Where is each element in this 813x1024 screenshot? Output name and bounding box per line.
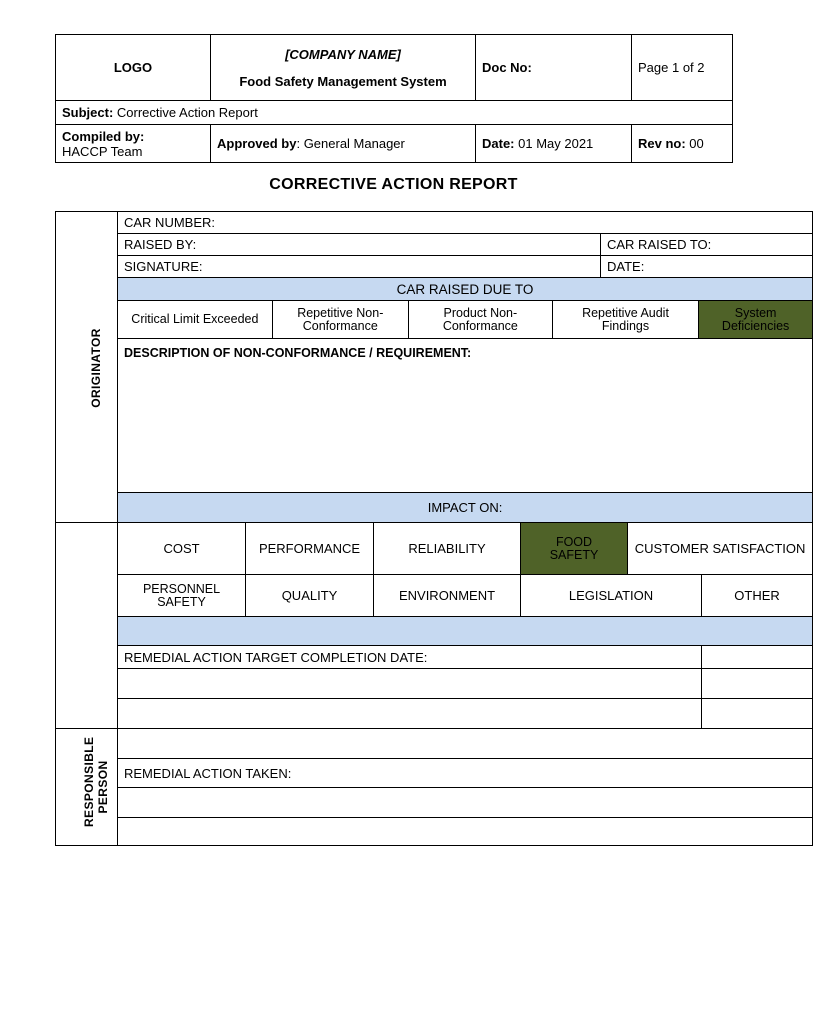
company-cell xyxy=(211,35,476,101)
rev-label: Rev no: xyxy=(638,136,686,151)
impact-highlight-bar xyxy=(118,617,813,646)
impact-environment[interactable]: ENVIRONMENT xyxy=(374,575,521,617)
responsible-section-label xyxy=(56,729,118,846)
remedial-action-line-1[interactable] xyxy=(118,669,702,699)
company-name: [COMPANY NAME] xyxy=(285,46,401,62)
description-field[interactable]: DESCRIPTION OF NON-CONFORMANCE / REQUIREMENT: xyxy=(118,339,813,493)
raised-due-to-header: CAR RAISED DUE TO xyxy=(118,278,813,301)
doc-no-label: Doc No: xyxy=(476,35,632,101)
reason-repetitive-audit[interactable]: Repetitive Audit Findings xyxy=(552,301,698,338)
reasons-row xyxy=(118,301,813,339)
approved-cell xyxy=(211,125,476,163)
responsible-line-2[interactable] xyxy=(118,788,813,818)
impact-food-safety[interactable]: FOOD SAFETY xyxy=(521,523,628,575)
compiled-label: Compiled by: xyxy=(62,128,145,144)
remedial-action-taken-field[interactable]: REMEDIAL ACTION TAKEN: xyxy=(118,759,813,788)
car-raised-to-field[interactable]: CAR RAISED TO: xyxy=(601,234,813,256)
subject-cell xyxy=(56,101,733,125)
target-date-value-3[interactable] xyxy=(702,699,813,729)
impact-section-label xyxy=(56,523,118,729)
compiled-value: HACCP Team xyxy=(62,143,143,159)
date-label: Date: xyxy=(482,136,515,151)
target-date-value-1[interactable] xyxy=(702,646,813,669)
reason-critical-limit[interactable]: Critical Limit Exceeded xyxy=(118,301,272,338)
reason-system-deficiencies[interactable]: System Deficiencies xyxy=(699,301,812,338)
date-cell xyxy=(476,125,632,163)
rev-value: 00 xyxy=(685,136,704,151)
impact-other[interactable]: OTHER xyxy=(702,575,813,617)
reason-repetitive-nc[interactable]: Repetitive Non-Conformance xyxy=(272,301,408,338)
car-number-field[interactable]: CAR NUMBER: xyxy=(118,212,813,234)
reason-product-nc[interactable]: Product Non-Conformance xyxy=(408,301,552,338)
approved-label: Approved by xyxy=(217,136,297,151)
originator-label: ORIGINATOR xyxy=(88,327,103,408)
subject-label: Subject: xyxy=(62,105,114,120)
impact-customer-satisfaction[interactable]: CUSTOMER SATISFACTION xyxy=(628,523,813,575)
impact-performance[interactable]: PERFORMANCE xyxy=(246,523,374,575)
date-field[interactable]: DATE: xyxy=(601,256,813,278)
page-title: CORRECTIVE ACTION REPORT xyxy=(269,176,518,193)
impact-on-header: IMPACT ON: xyxy=(118,493,813,523)
logo-placeholder: LOGO xyxy=(56,35,211,101)
responsible-line-1[interactable] xyxy=(118,729,813,759)
impact-legislation[interactable]: LEGISLATION xyxy=(521,575,702,617)
originator-section-label xyxy=(56,212,118,523)
compiled-cell xyxy=(56,125,211,163)
raised-by-field[interactable]: RAISED BY: xyxy=(118,234,601,256)
impact-personnel-safety[interactable]: PERSONNEL SAFETY xyxy=(118,575,246,617)
document-header xyxy=(55,34,733,163)
responsible-line-3[interactable] xyxy=(118,818,813,846)
reasons-table xyxy=(118,301,812,338)
approved-value: : General Manager xyxy=(296,136,405,151)
subject-value: Corrective Action Report xyxy=(113,105,258,120)
corrective-action-form xyxy=(55,211,813,846)
signature-field[interactable]: SIGNATURE: xyxy=(118,256,601,278)
page-number: Page 1 of 2 xyxy=(632,35,733,101)
impact-cost[interactable]: COST xyxy=(118,523,246,575)
target-completion-date-label: REMEDIAL ACTION TARGET COMPLETION DATE: xyxy=(118,646,702,669)
remedial-action-line-2[interactable] xyxy=(118,699,702,729)
system-name: Food Safety Management System xyxy=(239,73,447,89)
rev-cell xyxy=(632,125,733,163)
target-date-value-2[interactable] xyxy=(702,669,813,699)
impact-reliability[interactable]: RELIABILITY xyxy=(374,523,521,575)
date-value: 01 May 2021 xyxy=(514,136,594,151)
responsible-person-label: RESPONSIBLE PERSON xyxy=(82,736,110,827)
impact-quality[interactable]: QUALITY xyxy=(246,575,374,617)
